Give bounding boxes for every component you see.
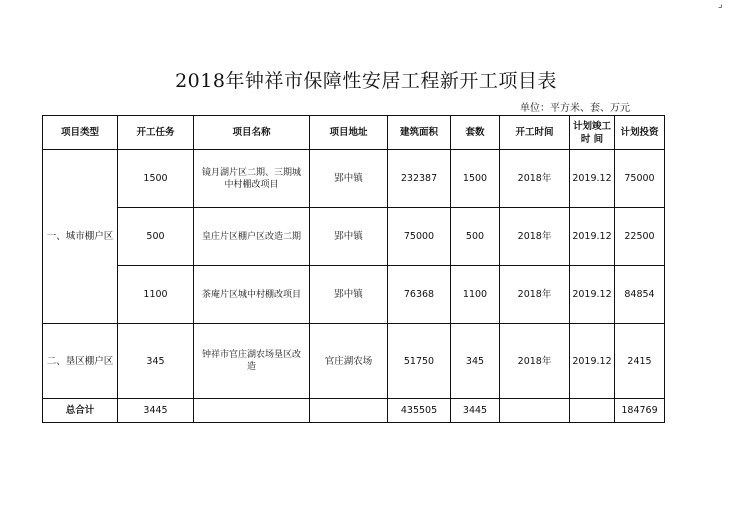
task-cell: 500 xyxy=(118,208,194,266)
completion-cell: 2019.12 xyxy=(570,324,615,399)
completion-cell: 2019.12 xyxy=(570,266,615,324)
total-completion xyxy=(570,399,615,423)
header-start: 开工时间 xyxy=(500,116,570,150)
address-cell: 郢中镇 xyxy=(310,150,388,208)
sets-cell: 345 xyxy=(451,324,500,399)
area-cell: 232387 xyxy=(388,150,451,208)
start-cell: 2018年 xyxy=(500,208,570,266)
area-cell: 75000 xyxy=(388,208,451,266)
table-row xyxy=(43,266,665,324)
table-row xyxy=(43,150,665,208)
area-cell: 51750 xyxy=(388,324,451,399)
header-area: 建筑面积 xyxy=(388,116,451,150)
corner-mark: ⌟ xyxy=(718,0,723,10)
header-task: 开工任务 xyxy=(118,116,194,150)
project-name-cell: 皇庄片区棚户区改造二期 xyxy=(194,208,310,266)
address-cell: 郢中镇 xyxy=(310,266,388,324)
address-cell: 郢中镇 xyxy=(310,208,388,266)
sets-cell: 1500 xyxy=(451,150,500,208)
task-cell: 1500 xyxy=(118,150,194,208)
total-investment: 184769 xyxy=(615,399,665,423)
total-row xyxy=(43,399,665,423)
investment-cell: 22500 xyxy=(615,208,665,266)
group-type-cell: 一、城市棚户区 xyxy=(43,150,118,324)
project-table xyxy=(42,115,665,423)
start-cell: 2018年 xyxy=(500,266,570,324)
investment-cell: 75000 xyxy=(615,150,665,208)
total-sets: 3445 xyxy=(451,399,500,423)
area-cell: 76368 xyxy=(388,266,451,324)
completion-cell: 2019.12 xyxy=(570,208,615,266)
header-completion: 计划竣工时 间 xyxy=(570,116,615,150)
project-name-cell: 钟祥市官庄湖农场垦区改造 xyxy=(194,324,310,399)
address-cell: 官庄湖农场 xyxy=(310,324,388,399)
header-address: 项目地址 xyxy=(310,116,388,150)
investment-cell: 2415 xyxy=(615,324,665,399)
total-address xyxy=(310,399,388,423)
project-name-cell: 镜月湖片区二期、三期城中村棚改项目 xyxy=(194,150,310,208)
header-investment: 计划投资 xyxy=(615,116,665,150)
header-name: 项目名称 xyxy=(194,116,310,150)
total-label: 总合计 xyxy=(43,399,118,423)
total-start xyxy=(500,399,570,423)
start-cell: 2018年 xyxy=(500,324,570,399)
header-sets: 套数 xyxy=(451,116,500,150)
start-cell: 2018年 xyxy=(500,150,570,208)
project-name-cell: 茶庵片区城中村棚改项目 xyxy=(194,266,310,324)
total-name xyxy=(194,399,310,423)
sets-cell: 500 xyxy=(451,208,500,266)
header-type: 项目类型 xyxy=(43,116,118,150)
page-title: 2018年钟祥市保障性安居工程新开工项目表 xyxy=(175,70,557,92)
table-row xyxy=(43,324,665,399)
task-cell: 345 xyxy=(118,324,194,399)
table-row xyxy=(43,208,665,266)
total-area: 435505 xyxy=(388,399,451,423)
unit-label: 单位：平方米、套、万元 xyxy=(520,103,630,114)
completion-cell: 2019.12 xyxy=(570,150,615,208)
investment-cell: 84854 xyxy=(615,266,665,324)
total-task: 3445 xyxy=(118,399,194,423)
task-cell: 1100 xyxy=(118,266,194,324)
group-type-cell: 二、垦区棚户区 xyxy=(43,324,118,399)
table-header-row xyxy=(43,116,665,150)
sets-cell: 1100 xyxy=(451,266,500,324)
